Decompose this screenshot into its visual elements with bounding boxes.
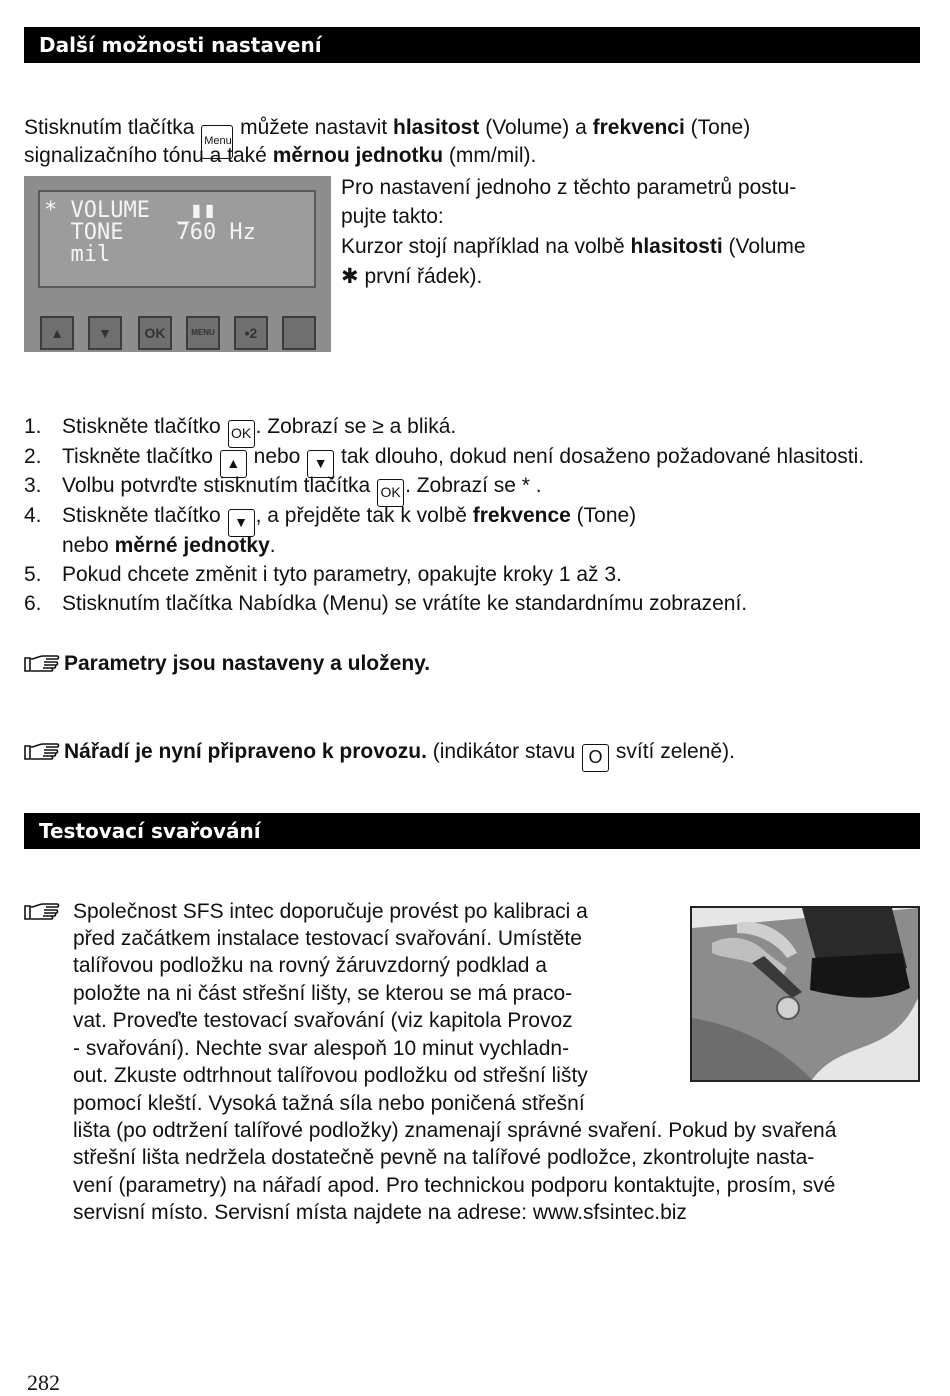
section-header-settings: Další možnosti nastavení [24,27,920,63]
device-ok-button: OK [138,316,172,350]
lcd-row-unit: mil [44,242,111,267]
side-text-4 [341,263,482,291]
page-number: 282 [27,1370,60,1395]
device-up-button: ▲ [40,316,74,350]
step-text: Tiskněte tlačítko [62,445,213,468]
step-6 [24,590,747,618]
paragraph-line: střešní lišta nedržela dostatečně pevně na talířové podložce, zkontrolujte nasta- [73,1146,815,1169]
status-indicator-icon: O [582,744,609,772]
step-text: Stiskněte tlačítko [62,504,221,527]
step-text: . Zobrazí se * . [405,474,542,497]
pointing-hand-icon [24,902,62,928]
intro-text: (mm/mil). [448,144,537,167]
side-text: první řádek). [364,265,483,288]
side-bold: hlasitosti [630,235,723,258]
note-bold: Nářadí je nyní připraveno k provozu. [64,740,427,763]
step-bold: měrné jednotky [114,534,270,557]
step-4-continued [62,532,276,560]
note-tool-ready [24,738,735,772]
step-text: Pokud chcete změnit i tyto parametry, opakujte kroky 1 až 3. [62,563,622,586]
pointing-hand-icon [24,654,64,682]
step-text: Stisknutím tlačítka Nabídka (Menu) se vrátíte ke standardnímu zobrazení. [62,592,748,615]
intro-text: signalizačního tónu a také [24,144,267,167]
step-text: nebo [253,445,301,468]
side-text: (Volume [728,235,806,258]
note-parameters-saved [24,650,430,682]
note-bold: Parametry jsou nastaveny a uloženy. [64,652,431,675]
paragraph-line: servisní místo. Servisní místa najdete na adrese: www.sfsintec.biz [73,1201,687,1224]
intro-text: (Tone) [690,116,751,139]
step-text: . Zobrazí se ≥ a bliká. [255,415,457,438]
side-text: Kurzor stojí například na volbě [341,235,625,258]
step-text: tak dlouho, dokud není dosaženo požadované hlasitosti. [341,445,865,468]
step-number: 5. [24,563,42,586]
intro-text: (Volume) a [485,116,587,139]
paragraph-line: pomocí kleští. Vysoká tažná síla nebo poničená střešní [73,1092,585,1115]
step-text: , a přejděte tak k volbě [255,504,467,527]
intro-bold: měrnou jednotku [272,144,444,167]
side-text-3 [341,233,806,261]
paragraph-line: talířovou podložku na rovný žáruvzdorný podklad a [73,954,547,977]
intro-text: Stisknutím tlačítka [24,116,195,139]
paragraph-line: lišta (po odtržení talířové podložky) znamenají správné svaření. Pokud by svařená [73,1119,837,1142]
down-key-icon: ▼ [228,509,255,537]
step-text: Volbu potvrďte stisknutím tlačítka [62,474,371,497]
paragraph-line: před začátkem instalace testovací svařování. Umístěte [73,927,582,950]
paragraph-line: - svařování). Nechte svar alespoň 10 minut vychladn- [73,1037,570,1060]
step-number: 3. [24,474,42,497]
pointing-hand-icon [24,742,64,770]
step-number: 1. [24,415,42,438]
paragraph-line: vení (parametry) na nářadí apod. Pro technickou podporu kontaktujte, prosím, své [73,1174,836,1197]
device-display-photo [24,176,331,352]
device-power-button [282,316,316,350]
device-down-button: ▼ [88,316,122,350]
section-header-test-welding: Testovací svařování [24,813,920,849]
intro-text: můžete nastavit [240,116,388,139]
lcd-screen [38,190,316,288]
paragraph-line: vat. Proveďte testovací svařování (viz kapitola Provoz [73,1009,573,1032]
side-text-2: pujte takto: [341,205,444,228]
step-number: 4. [24,504,42,527]
test-welding-photo [690,906,920,1082]
asterisk-icon: ✱ [341,265,359,288]
menu-key-icon: Menu [201,125,233,159]
paragraph-line: položte na ni část střešní lišty, se kterou se má praco- [73,982,573,1005]
step-bold: frekvence [472,504,571,527]
lcd-row-tone: TONE 760 Hz [44,220,256,245]
up-key-icon: ▲ [220,450,247,478]
step-number: 6. [24,592,42,615]
ok-key-icon: OK [228,420,255,448]
note-text: svítí zeleně). [615,740,735,763]
device-menu-button: MENU [186,316,220,350]
step-text: . [269,534,276,557]
step-text: nebo [62,534,109,557]
step-number: 2. [24,445,42,468]
intro-line-2 [24,142,536,170]
device-mode-button: •2 [234,316,268,350]
intro-bold: hlasitost [393,116,480,139]
step-5 [24,561,622,589]
step-text: Stiskněte tlačítko [62,415,221,438]
paragraph-line: out. Zkuste odtrhnout talířovou podložku od střešní lišty [73,1064,588,1087]
intro-bold: frekvenci [592,116,685,139]
note-text: (indikátor stavu [432,740,576,763]
down-key-icon: ▼ [307,450,334,478]
side-text-1: Pro nastavení jednoho z těchto parametrů postu- [341,176,797,199]
paragraph-line: Společnost SFS intec doporučuje provést po kalibraci a [73,900,588,923]
lcd-row-volume: * VOLUME _▮▮ [44,198,217,223]
step-text: (Tone) [576,504,637,527]
ok-key-icon: OK [377,479,404,507]
